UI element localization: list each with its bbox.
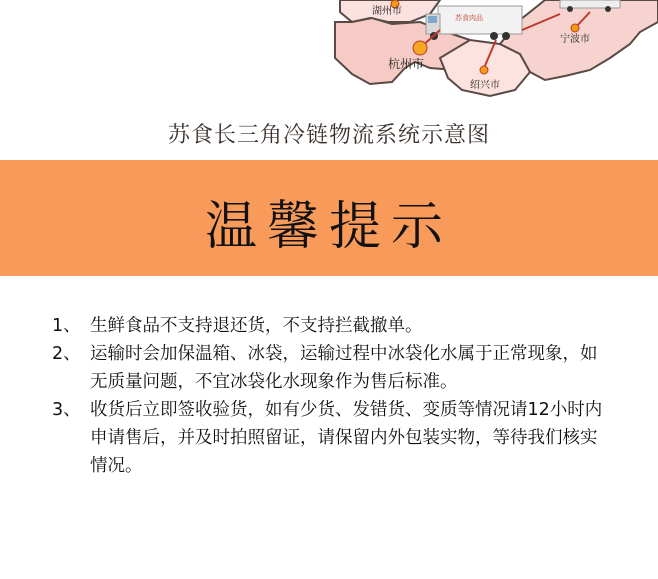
map-caption: 苏食长三角冷链物流系统示意图 [167,123,490,148]
tip-text: 运输时会加保温箱、冰袋，运输过程中冰袋化水属于正常现象，如无质量问题，不宜冰袋化水现象作为售后标准。 [90,344,598,392]
notice-title: 温馨提示 [204,197,453,257]
truck-logo-text: 苏食肉品 [455,15,483,22]
city-marker-icon [413,41,427,55]
tip-text: 生鲜食品不支持退还货，不支持拦截撤单。 [90,316,423,336]
list-item [52,312,612,340]
city-label-hangzhou: 杭州市 [388,57,425,71]
city-label-huzhou: 湖州市 [372,6,402,17]
list-item [52,396,612,480]
tip-text: 收货后立即签收验货，如有少货、发错货、变质等情况请12小时内申请售后，并及时拍照留证，请保留内外包装实物，等待我们核实情况。 [90,400,603,476]
tip-number: 1、 [52,316,81,336]
city-label-shaoxing: 绍兴市 [470,80,500,91]
tip-number: 3、 [52,400,81,420]
list-item [52,340,612,396]
tips-list [52,312,612,480]
notice-banner [0,160,658,276]
city-label-ningbo: 宁波市 [560,34,590,45]
city-marker-icon [480,66,488,74]
tip-number: 2、 [52,344,81,364]
logistics-map-section [0,0,658,160]
city-marker-icon [571,24,579,32]
